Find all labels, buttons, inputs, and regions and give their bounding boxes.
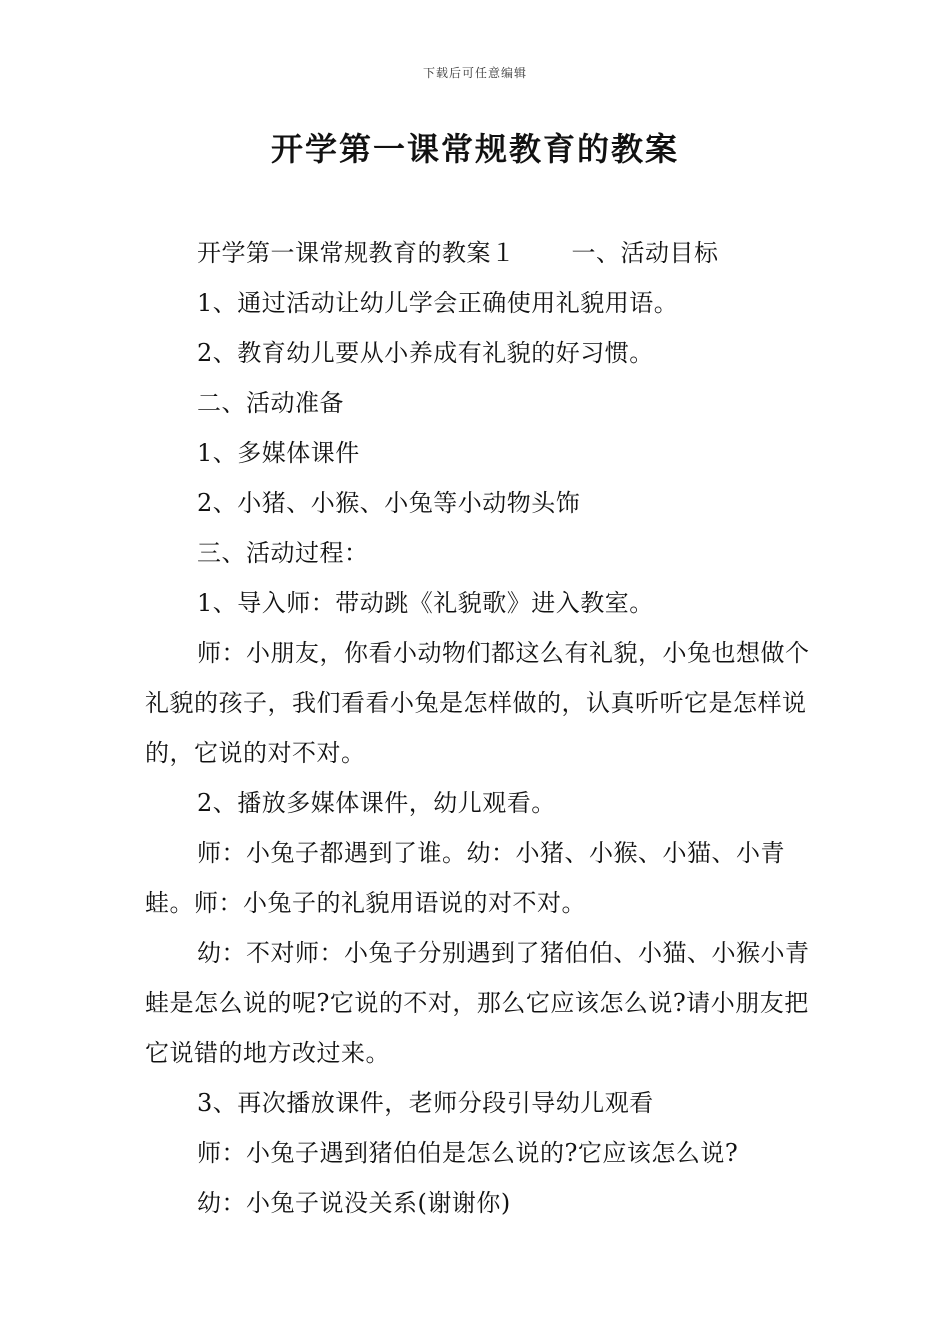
paragraph: 1、通过活动让幼儿学会正确使用礼貌用语。 — [197, 289, 679, 317]
section-heading: 二、活动准备 — [197, 389, 344, 417]
paragraph: 师：小兔子遇到猪伯伯是怎么说的?它应该怎么说? — [197, 1139, 739, 1167]
paragraph-intro — [145, 228, 810, 278]
paragraph: 2、教育幼儿要从小养成有礼貌的好习惯。 — [197, 339, 654, 367]
paragraph: 2、小猪、小猴、小兔等小动物头饰 — [197, 489, 581, 517]
paragraph: 幼：小兔子说没关系(谢谢你) — [197, 1189, 511, 1217]
paragraph: 3、再次播放课件，老师分段引导幼儿观看 — [197, 1089, 654, 1117]
section-heading: 三、活动过程： — [197, 539, 369, 567]
paragraph: 师：小兔子都遇到了谁。幼：小猪、小猴、小猫、小青蛙。师：小兔子的礼貌用语说的对不对。 — [145, 839, 785, 917]
document-title: 开学第一课常规教育的教案 — [270, 130, 679, 168]
section-heading-plan: 开学第一课常规教育的教案１ — [197, 239, 516, 267]
paragraph: 1、导入师：带动跳《礼貌歌》进入教室。 — [197, 589, 654, 617]
paragraph: 幼：不对师：小兔子分别遇到了猪伯伯、小猫、小猴小青蛙是怎么说的呢?它说的不对，那么它应该怎么说?请小朋友把它说错的地方改过来。 — [145, 939, 810, 1067]
section-heading-goals: 一、活动目标 — [571, 239, 719, 267]
paragraph: 1、多媒体课件 — [197, 439, 360, 467]
header-note: 下载后可任意编辑 — [422, 66, 527, 80]
paragraph: 2、播放多媒体课件，幼儿观看。 — [197, 789, 556, 817]
document-body — [145, 228, 810, 1228]
paragraph: 师：小朋友，你看小动物们都这么有礼貌，小兔也想做个礼貌的孩子，我们看看小兔是怎样做的，认真听听它是怎样说的，它说的对不对。 — [145, 639, 810, 767]
